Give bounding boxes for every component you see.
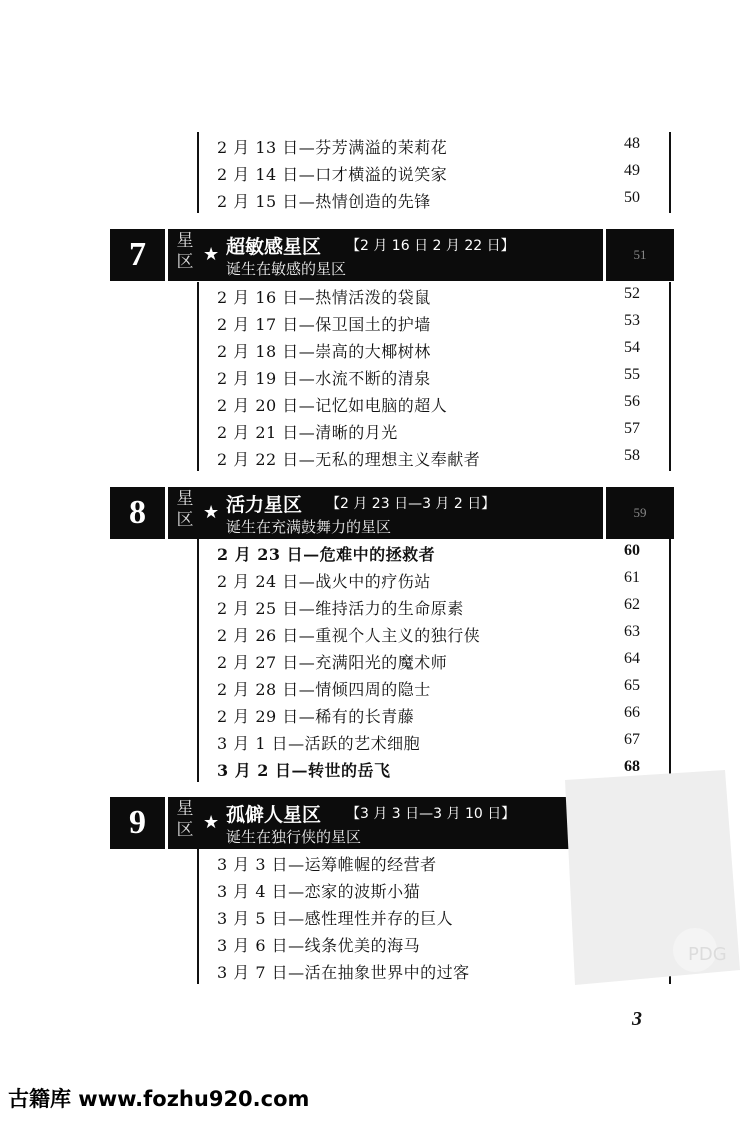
- toc-entry[interactable]: [197, 539, 671, 566]
- entry-title: 3 月 3 日—运筹帷幄的经营者: [217, 855, 437, 874]
- library-stamp-watermark: [545, 760, 744, 990]
- site-footer[interactable]: 古籍库 www.fozhu920.com: [8, 1087, 310, 1111]
- section-title: 超敏感星区: [226, 236, 322, 258]
- section-tag: 星区: [176, 489, 194, 530]
- toc-entry[interactable]: [197, 132, 671, 159]
- stamp-text: PDG: [688, 944, 727, 965]
- section-date-range: 【3 月 3 日—3 月 10 日】: [346, 806, 516, 822]
- entry-page: 49: [624, 162, 640, 179]
- toc-entry[interactable]: [197, 701, 671, 728]
- section-number: 9: [110, 797, 165, 849]
- toc-entry[interactable]: [197, 390, 671, 417]
- entry-page: 62: [624, 596, 640, 613]
- entry-title: 2 月 22 日—无私的理想主义奉献者: [217, 450, 481, 469]
- toc-entry[interactable]: [197, 647, 671, 674]
- entry-title: 3 月 5 日—感性理性并存的巨人: [217, 909, 454, 928]
- entry-title: 2 月 15 日—热情创造的先锋: [217, 192, 431, 211]
- entry-page: 52: [624, 285, 640, 302]
- entry-title: 3 月 7 日—活在抽象世界中的过客: [217, 963, 470, 982]
- entry-page: 48: [624, 135, 640, 152]
- entry-title: 2 月 19 日—水流不断的清泉: [217, 369, 431, 388]
- entry-page: 67: [624, 731, 640, 748]
- toc-entry[interactable]: [197, 186, 671, 213]
- section-title-band: [168, 797, 603, 849]
- entry-title: 2 月 21 日—清晰的月光: [217, 423, 398, 442]
- entry-title: 2 月 18 日—崇高的大椰树林: [217, 342, 431, 361]
- section-subtitle: 诞生在独行侠的星区: [226, 828, 362, 846]
- section-date-range: 【2 月 16 日 2 月 22 日】: [346, 238, 515, 254]
- entry-title: 2 月 13 日—芬芳满溢的茉莉花: [217, 138, 448, 157]
- star-icon: ★: [203, 244, 220, 265]
- toc-entry[interactable]: [197, 620, 671, 647]
- entry-title: 2 月 14 日—口才横溢的说笑家: [217, 165, 448, 184]
- section-title-band: [168, 487, 603, 539]
- entry-title: 2 月 28 日—情倾四周的隐士: [217, 680, 431, 699]
- toc-entry[interactable]: [197, 566, 671, 593]
- entry-title: 2 月 27 日—充满阳光的魔术师: [217, 653, 448, 672]
- section-title: 孤僻人星区: [226, 804, 322, 826]
- entry-title: 2 月 16 日—热情活泼的袋鼠: [217, 288, 431, 307]
- entry-page: 61: [624, 569, 640, 586]
- toc-entry[interactable]: [197, 593, 671, 620]
- entry-page: 57: [624, 420, 640, 437]
- section-tag: 星区: [176, 799, 194, 840]
- section-subtitle: 诞生在敏感的星区: [226, 260, 347, 278]
- section-page: 59: [606, 487, 674, 539]
- entry-page: 55: [624, 366, 640, 383]
- section-number: 7: [110, 229, 165, 281]
- page-number: 3: [632, 1008, 642, 1030]
- entry-title: 2 月 23 日—危难中的拯救者: [217, 545, 436, 564]
- section-subtitle: 诞生在充满鼓舞力的星区: [226, 518, 392, 536]
- entry-title: 2 月 29 日—稀有的长青藤: [217, 707, 415, 726]
- star-icon: ★: [203, 502, 220, 523]
- entry-page: 54: [624, 339, 640, 356]
- toc-entry[interactable]: [197, 159, 671, 186]
- section-number: 8: [110, 487, 165, 539]
- section-header-7[interactable]: [110, 229, 674, 281]
- toc-entry[interactable]: [197, 309, 671, 336]
- entry-page: 53: [624, 312, 640, 329]
- toc-entry[interactable]: [197, 444, 671, 471]
- entry-page: 63: [624, 623, 640, 640]
- entry-title: 2 月 20 日—记忆如电脑的超人: [217, 396, 448, 415]
- entry-title: 2 月 17 日—保卫国土的护墙: [217, 315, 431, 334]
- toc-entry[interactable]: [197, 417, 671, 444]
- toc-entry[interactable]: [197, 282, 671, 309]
- section-title-band: [168, 229, 603, 281]
- entry-page: 66: [624, 704, 640, 721]
- entry-page: 56: [624, 393, 640, 410]
- section-date-range: 【2 月 23 日—3 月 2 日】: [326, 496, 496, 512]
- entry-title: 2 月 26 日—重视个人主义的独行侠: [217, 626, 481, 645]
- section-page: 51: [606, 229, 674, 281]
- entry-title: 3 月 4 日—恋家的波斯小猫: [217, 882, 421, 901]
- toc-entry[interactable]: [197, 728, 671, 755]
- section-tag: 星区: [176, 231, 194, 272]
- entry-title: 3 月 1 日—活跃的艺术细胞: [217, 734, 421, 753]
- section-header-8[interactable]: [110, 487, 674, 539]
- entry-title: 3 月 2 日—转世的岳飞: [217, 761, 391, 780]
- entry-page: 68: [624, 758, 640, 775]
- entry-title: 3 月 6 日—线条优美的海马: [217, 936, 421, 955]
- star-icon: ★: [203, 812, 220, 833]
- toc-entry[interactable]: [197, 336, 671, 363]
- toc-entry[interactable]: [197, 363, 671, 390]
- entry-page: 58: [624, 447, 640, 464]
- entry-page: 64: [624, 650, 640, 667]
- toc-entry[interactable]: [197, 674, 671, 701]
- entry-page: 60: [624, 542, 640, 559]
- entry-page: 65: [624, 677, 640, 694]
- entry-title: 2 月 25 日—维持活力的生命原素: [217, 599, 464, 618]
- entry-page: 50: [624, 189, 640, 206]
- entry-title: 2 月 24 日—战火中的疗伤站: [217, 572, 431, 591]
- section-title: 活力星区: [226, 494, 303, 516]
